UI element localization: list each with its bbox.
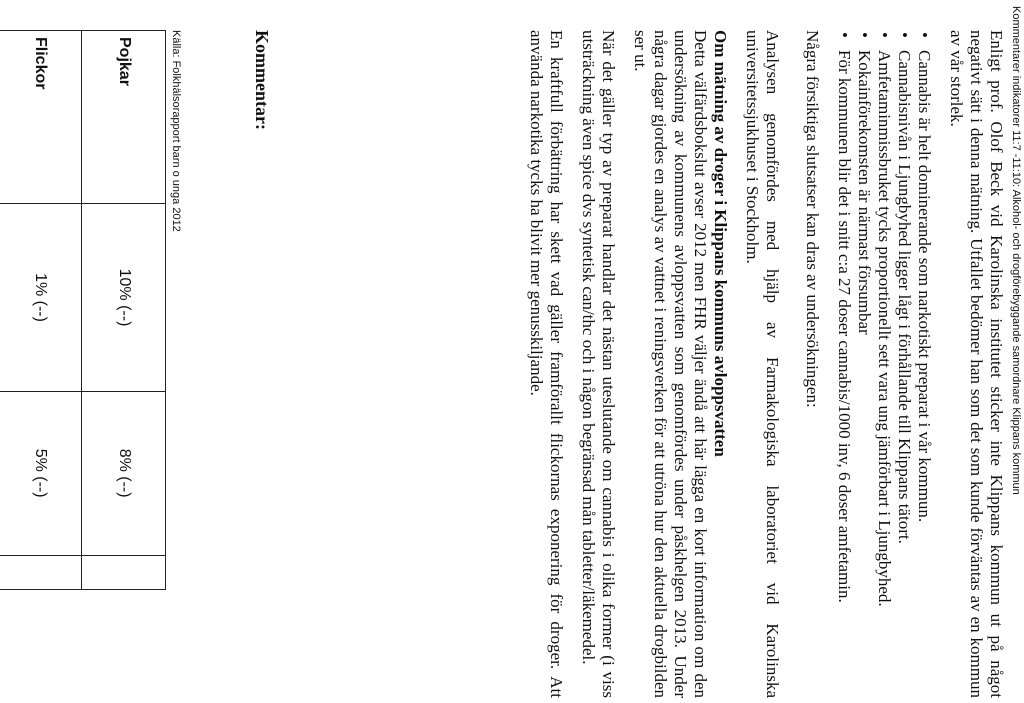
list-item: • Amfetaminmissbruket tycks proportionellt sett vara ung jämförbart i Ljungbyhed. (874, 50, 894, 698)
measure-heading: Om mätning av droger i Klippans kommuns avloppsvatten (711, 30, 730, 457)
comment-heading: Kommentar: (252, 30, 272, 130)
body-text (526, 30, 1006, 698)
list-item: • Cannabisnivån i Ljungbyhed ligger lågt i förhållande till Klippans tätort. (894, 50, 914, 698)
stats-table (0, 30, 166, 590)
type-paragraph: När det gäller typ av preparat handlar det nästan uteslutande om cannabis i olika former (i viss utsträckning även spice dvs syntetisk can/thc och i någon begränsad mån tabletter/läkemedel. (579, 30, 618, 698)
table-cell (82, 555, 166, 589)
table-row (82, 31, 166, 590)
source-note: Källa: Folkhälsorapport barn o unga 2012 (170, 30, 182, 232)
table-row (0, 31, 82, 590)
list-item: • För kommunen blir det i snitt c:a 27 doser cannabis/1000 inv, 6 doser amfetamin. (834, 50, 854, 698)
prof-paragraph: Enligt prof. Olof Beck vid Karolinska institutet sticker inte Klippans kommun ut på något negativt sätt i denna mätning. Utfallet bedömer han som det som kunde förväntas av en kommun av vår storlek. (947, 30, 1006, 698)
analysis-paragraph: Analysen genomfördes med hjälp av Farmakologiska laboratoriet vid Karolinska universitetssjukhuset i Stockholm. (743, 30, 782, 698)
list-item: • Kokainförekomsten är närmast försumbar (854, 50, 874, 698)
table-cell (0, 555, 82, 589)
row-label: Pojkar (82, 31, 166, 204)
conclusions-intro: Några försiktiga slutsatser kan dras av undersökningen: (803, 30, 822, 408)
list-item: • Cannabis är helt dominerande som narkotiskt preparat i vår kommun. (914, 50, 934, 698)
conclusions-list (834, 30, 934, 698)
measure-paragraph: Detta välfärdsbokslut avser 2012 men FHR väljer ändå att här lägga en kort information om den undersökning av kommunens avloppsvatten som genomfördes under påskhelgen 2013. Under några dagar gjordes en analys av vattnet i reningsverken för att utröna hur den aktuella drogbilden ser ut. (631, 30, 710, 698)
table-cell: 5% (--) (0, 391, 82, 555)
table-cell: 10% (--) (82, 204, 166, 391)
table-cell: 1% (--) (0, 204, 82, 391)
comment-paragraph: En kraftfull förbättring har skett vad gäller framförallt flickornas exponering för droger. Att använda narkotika tycks ha blivit mer genusskiljande. (527, 30, 566, 698)
table-cell: 8% (--) (82, 391, 166, 555)
page-footer: Kommentarer indikatorer 11:7 -11:10: Alkohol- och drogförebyggande samordnare Klippans kommun (1010, 6, 1022, 495)
row-label: Flickor (0, 31, 82, 204)
